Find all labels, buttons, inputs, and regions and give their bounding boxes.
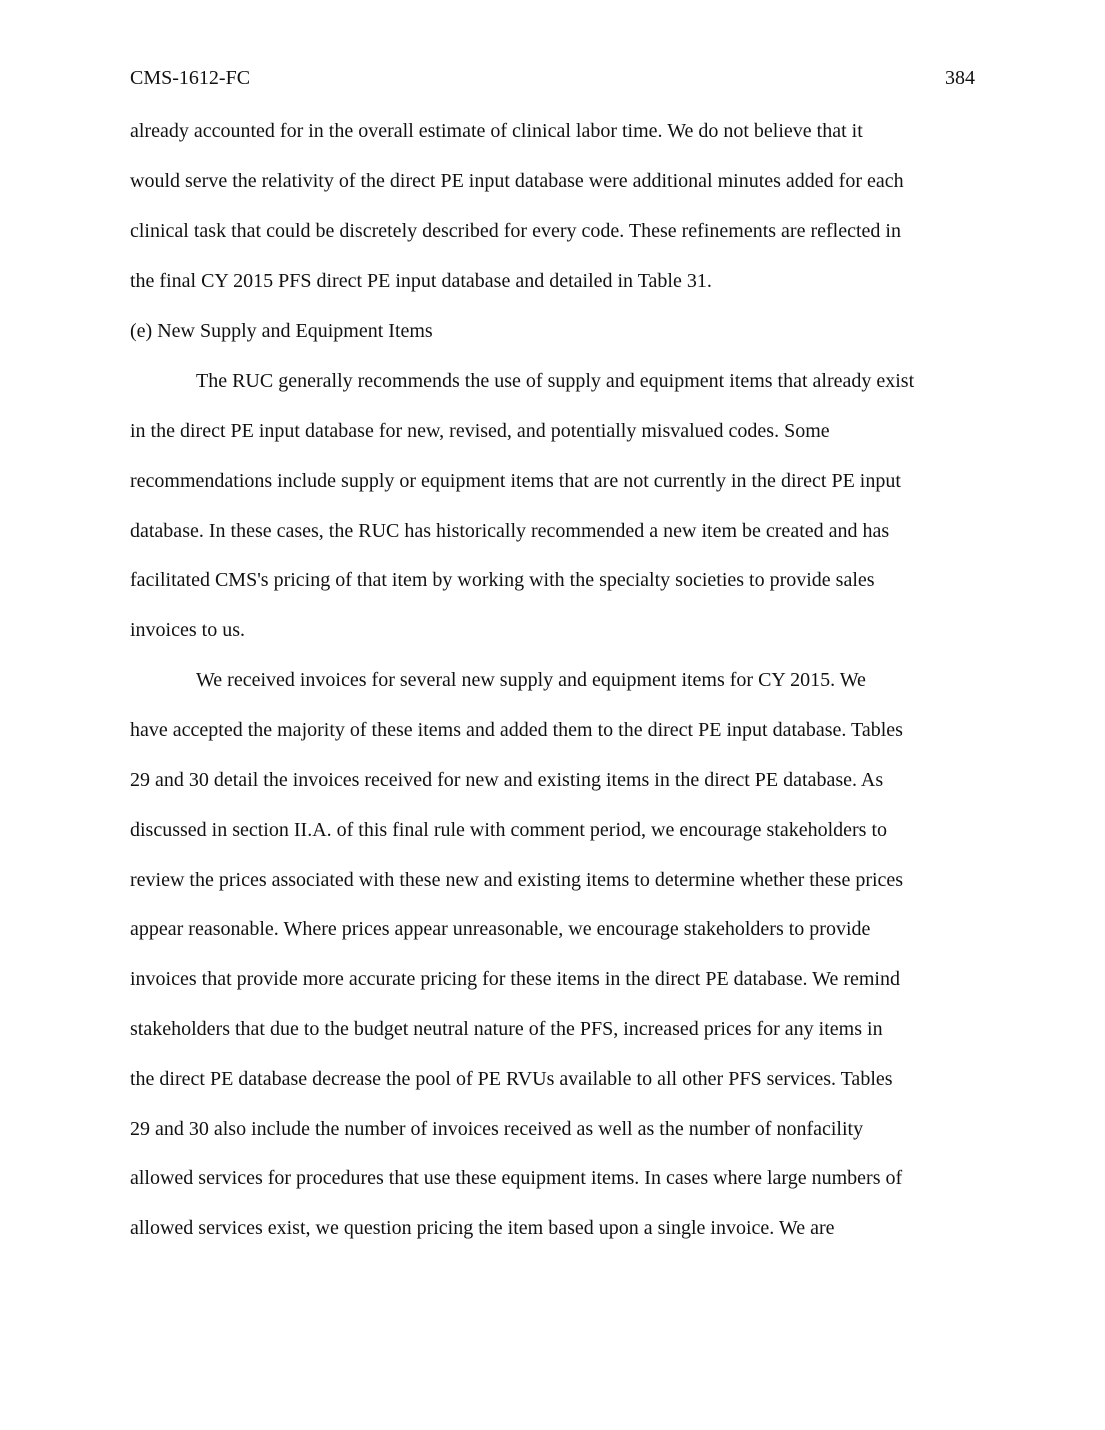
text-line: appear reasonable. Where prices appear unreasonable, we encourage stakeholders to provide <box>130 918 871 940</box>
text-line: discussed in section II.A. of this final rule with comment period, we encourage stakeholders to <box>130 819 888 841</box>
section-heading: (e) New Supply and Equipment Items <box>130 320 433 342</box>
text-line: allowed services for procedures that use these equipment items. In cases where large numbers of <box>130 1167 903 1189</box>
text-line: facilitated CMS's pricing of that item by working with the specialty societies to provide sales <box>130 569 875 591</box>
text-line: the direct PE database decrease the pool of PE RVUs available to all other PFS services. Tables <box>130 1068 893 1090</box>
text-line: stakeholders that due to the budget neutral nature of the PFS, increased prices for any items in <box>130 1018 883 1040</box>
page-number: 384 <box>945 67 975 89</box>
text-line: clinical task that could be discretely described for every code. These refinements are reflected in <box>130 220 901 242</box>
text-line: in the direct PE input database for new, revised, and potentially misvalued codes. Some <box>130 420 830 442</box>
paragraph-first-line: We received invoices for several new supply and equipment items for CY 2015. We <box>196 669 866 691</box>
paragraph-first-line: The RUC generally recommends the use of supply and equipment items that already exist <box>196 370 915 392</box>
text-line: 29 and 30 detail the invoices received for new and existing items in the direct PE database. As <box>130 769 884 791</box>
text-line: invoices to us. <box>130 619 245 641</box>
text-line: review the prices associated with these new and existing items to determine whether these prices <box>130 869 904 891</box>
text-line: 29 and 30 also include the number of invoices received as well as the number of nonfacility <box>130 1118 864 1140</box>
document-id: CMS-1612-FC <box>130 67 251 89</box>
text-line: allowed services exist, we question pricing the item based upon a single invoice. We are <box>130 1217 835 1239</box>
text-line: invoices that provide more accurate pricing for these items in the direct PE database. We remind <box>130 968 900 990</box>
text-line: would serve the relativity of the direct PE input database were additional minutes added for each <box>130 170 904 192</box>
text-line: the final CY 2015 PFS direct PE input database and detailed in Table 31. <box>130 270 712 292</box>
text-line: database. In these cases, the RUC has historically recommended a new item be created and has <box>130 520 890 542</box>
text-line: already accounted for in the overall estimate of clinical labor time. We do not believe that it <box>130 120 863 142</box>
text-line: recommendations include supply or equipment items that are not currently in the direct PE input <box>130 470 901 492</box>
text-line: have accepted the majority of these items and added them to the direct PE input database. Tables <box>130 719 903 741</box>
